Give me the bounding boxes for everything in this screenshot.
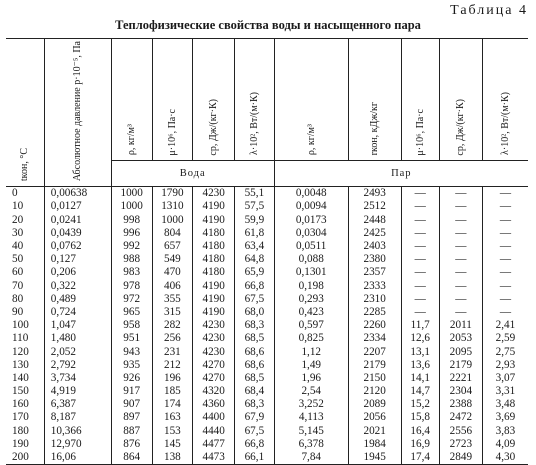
- cell-steam-density: 4,113: [274, 411, 348, 424]
- table-number: Таблица 4: [450, 3, 528, 18]
- cell-steam-density: 6,378: [274, 438, 348, 451]
- header-steam-viscosity: μ·10⁶, Па·с: [401, 39, 439, 161]
- header-pressure: Абсолютное давление p·10⁻⁵, Па: [44, 39, 111, 187]
- cell-temperature: 190: [6, 438, 44, 451]
- cell-water-conductivity: 67,5: [235, 425, 275, 438]
- cell-steam-viscosity: 15,8: [401, 411, 439, 424]
- cell-water-heat-capacity: 4190: [193, 306, 235, 319]
- cell-water-heat-capacity: 4180: [193, 240, 235, 253]
- cell-steam-heat-capacity: —: [439, 266, 482, 279]
- cell-steam-conductivity: 2,41: [495, 319, 516, 332]
- cell-water-viscosity: 282: [152, 319, 193, 332]
- cell-temperature: 0: [6, 187, 44, 201]
- cell-temperature: 130: [6, 359, 44, 372]
- cell-water-density: 876: [111, 438, 152, 451]
- cell-water-density: 935: [111, 359, 152, 372]
- table-body: [6, 187, 528, 465]
- cell-steam-viscosity: —: [401, 253, 439, 266]
- cell-water-conductivity: 67,9: [235, 411, 275, 424]
- cell-water-viscosity: 196: [152, 372, 193, 385]
- cell-water-conductivity: 61,8: [235, 227, 275, 240]
- cell-water-viscosity: 138: [152, 451, 193, 465]
- cell-steam-latent-heat: 2333: [348, 279, 401, 292]
- cell-steam-latent-heat: 2425: [348, 227, 401, 240]
- cell-water-conductivity: 68,6: [235, 359, 275, 372]
- cell-water-heat-capacity: 4190: [193, 214, 235, 227]
- header-temperature: tкон, °C: [6, 39, 44, 187]
- cell-steam-latent-heat: 1984: [348, 438, 401, 451]
- header-water-density: ρ, кг/м³: [111, 39, 152, 161]
- cell-steam-viscosity: 14,1: [401, 372, 439, 385]
- cell-water-viscosity: 549: [152, 253, 193, 266]
- cell-water-conductivity: 68,3: [235, 319, 275, 332]
- cell-steam-conductivity: 4,30: [482, 451, 528, 465]
- cell-pressure: 12,970: [44, 438, 111, 451]
- table-row: [6, 214, 528, 227]
- cell-water-viscosity: 153: [152, 425, 193, 438]
- cell-steam-density: 0,293: [274, 293, 348, 306]
- cell-pressure: 10,366: [44, 425, 111, 438]
- cell-steam-heat-capacity: 2388: [439, 398, 482, 411]
- cell-steam-viscosity: —: [401, 214, 439, 227]
- cell-water-density: 917: [111, 385, 152, 398]
- table-row: [6, 266, 528, 279]
- cell-steam-viscosity: 12,6: [401, 332, 439, 345]
- cell-steam-density: 0,0048: [274, 187, 348, 201]
- cell-water-viscosity: 174: [152, 398, 193, 411]
- cell-pressure: 0,127: [44, 253, 111, 266]
- cell-water-heat-capacity: 4440: [193, 425, 235, 438]
- cell-steam-density: 0,0094: [274, 200, 348, 213]
- header-steam-conductivity: λ·10², Вт/(м·К): [482, 39, 528, 161]
- cell-water-heat-capacity: 4230: [193, 332, 235, 345]
- cell-steam-density: 0,088: [274, 253, 348, 266]
- table-row: [6, 425, 528, 438]
- cell-steam-heat-capacity: —: [439, 240, 482, 253]
- cell-pressure: 8,187: [44, 411, 111, 424]
- cell-water-density: 996: [111, 227, 152, 240]
- cell-water-conductivity: 68,0: [235, 306, 275, 319]
- cell-water-conductivity: 55,1: [235, 187, 275, 201]
- cell-water-viscosity: 804: [152, 227, 193, 240]
- cell-steam-density: 0,198: [274, 279, 348, 292]
- cell-water-conductivity: 63,4: [235, 240, 275, 253]
- cell-steam-viscosity: —: [401, 240, 439, 253]
- cell-water-density: 926: [111, 372, 152, 385]
- cell-water-heat-capacity: 4230: [193, 319, 235, 332]
- cell-water-conductivity: 68,6: [235, 345, 275, 358]
- cell-pressure: 0,0127: [44, 200, 111, 213]
- cell-temperature: 30: [6, 227, 44, 240]
- cell-steam-density: 0,825: [274, 332, 348, 345]
- cell-temperature: 10: [6, 200, 44, 213]
- cell-water-conductivity: 65,9: [235, 266, 275, 279]
- cell-steam-conductivity: —: [499, 305, 512, 318]
- cell-steam-conductivity: —: [499, 187, 512, 200]
- cell-steam-latent-heat: 2448: [348, 214, 401, 227]
- cell-temperature: 110: [6, 332, 44, 345]
- cell-steam-viscosity: 13,1: [401, 345, 439, 358]
- cell-pressure: 0,0241: [44, 214, 111, 227]
- cell-water-viscosity: 1310: [152, 200, 193, 213]
- table-row: [6, 411, 528, 424]
- cell-steam-heat-capacity: 2221: [439, 372, 482, 385]
- header-water-viscosity: μ·10⁶, Па·с: [152, 39, 193, 161]
- cell-pressure: 0,0439: [44, 227, 111, 240]
- cell-water-conductivity: 68,5: [235, 372, 275, 385]
- cell-steam-latent-heat: 2089: [348, 398, 401, 411]
- cell-water-heat-capacity: 4180: [193, 266, 235, 279]
- cell-steam-heat-capacity: —: [439, 279, 482, 292]
- cell-steam-viscosity: 11,7: [401, 319, 439, 332]
- cell-steam-heat-capacity: 2095: [439, 345, 482, 358]
- cell-steam-latent-heat: 2357: [348, 266, 401, 279]
- table-row: [6, 306, 528, 319]
- cell-steam-conductivity: 2,93: [495, 358, 516, 371]
- cell-temperature: 120: [6, 345, 44, 358]
- cell-water-heat-capacity: 4360: [193, 398, 235, 411]
- cell-steam-latent-heat: 2334: [348, 332, 401, 345]
- cell-steam-latent-heat: 2493: [348, 187, 401, 201]
- cell-temperature: 140: [6, 372, 44, 385]
- cell-pressure: 2,792: [44, 359, 111, 372]
- cell-steam-heat-capacity: —: [439, 214, 482, 227]
- cell-water-heat-capacity: 4230: [193, 345, 235, 358]
- cell-water-viscosity: 315: [152, 306, 193, 319]
- cell-water-density: 1000: [111, 200, 152, 213]
- cell-steam-heat-capacity: 2849: [439, 451, 482, 465]
- cell-water-density: 983: [111, 266, 152, 279]
- cell-steam-heat-capacity: —: [439, 187, 482, 201]
- cell-steam-heat-capacity: 2472: [439, 411, 482, 424]
- group-water-label: Вода: [111, 161, 274, 187]
- cell-temperature: 70: [6, 279, 44, 292]
- cell-steam-heat-capacity: 2053: [439, 332, 482, 345]
- cell-water-density: 992: [111, 240, 152, 253]
- table-row: [6, 253, 528, 266]
- cell-temperature: 80: [6, 293, 44, 306]
- cell-steam-conductivity: —: [499, 266, 512, 279]
- cell-pressure: 4,919: [44, 385, 111, 398]
- cell-pressure: 0,0762: [44, 240, 111, 253]
- header-steam-latent-heat: rкон, кДж/кг: [348, 39, 401, 161]
- cell-water-heat-capacity: 4270: [193, 372, 235, 385]
- cell-steam-viscosity: —: [401, 279, 439, 292]
- cell-water-viscosity: 231: [152, 345, 193, 358]
- cell-water-heat-capacity: 4270: [193, 359, 235, 372]
- table-row: [6, 359, 528, 372]
- cell-pressure: 0,322: [44, 279, 111, 292]
- cell-water-viscosity: 256: [152, 332, 193, 345]
- cell-steam-density: 1,12: [274, 345, 348, 358]
- cell-water-heat-capacity: 4180: [193, 227, 235, 240]
- cell-steam-viscosity: —: [401, 266, 439, 279]
- cell-steam-density: 0,1301: [274, 266, 348, 279]
- table-row: [6, 240, 528, 253]
- cell-steam-viscosity: 17,4: [401, 451, 439, 465]
- cell-steam-heat-capacity: 2304: [439, 385, 482, 398]
- cell-pressure: 3,734: [44, 372, 111, 385]
- cell-pressure: 1,480: [44, 332, 111, 345]
- cell-pressure: 0,489: [44, 293, 111, 306]
- cell-water-viscosity: 1000: [152, 214, 193, 227]
- cell-steam-viscosity: 16,9: [401, 438, 439, 451]
- cell-steam-density: 1,96: [274, 372, 348, 385]
- cell-temperature: 160: [6, 398, 44, 411]
- cell-steam-conductivity: 3,83: [495, 424, 516, 437]
- cell-steam-conductivity: —: [499, 226, 512, 239]
- cell-temperature: 100: [6, 319, 44, 332]
- cell-steam-conductivity: 4,09: [495, 437, 516, 450]
- cell-temperature: 40: [6, 240, 44, 253]
- table-row: [6, 319, 528, 332]
- cell-water-density: 864: [111, 451, 152, 465]
- cell-water-viscosity: 470: [152, 266, 193, 279]
- cell-steam-latent-heat: 2179: [348, 359, 401, 372]
- cell-water-conductivity: 68,5: [235, 332, 275, 345]
- cell-steam-latent-heat: 2512: [348, 200, 401, 213]
- cell-steam-viscosity: 13,6: [401, 359, 439, 372]
- cell-steam-density: 2,54: [274, 385, 348, 398]
- table-row: [6, 187, 528, 201]
- cell-steam-conductivity: —: [499, 292, 512, 305]
- cell-steam-latent-heat: 2120: [348, 385, 401, 398]
- cell-steam-heat-capacity: —: [439, 227, 482, 240]
- cell-water-viscosity: 185: [152, 385, 193, 398]
- cell-steam-viscosity: —: [401, 200, 439, 213]
- table-row: [6, 385, 528, 398]
- cell-water-heat-capacity: 4477: [193, 438, 235, 451]
- cell-steam-latent-heat: 2380: [348, 253, 401, 266]
- cell-water-density: 965: [111, 306, 152, 319]
- cell-water-density: 897: [111, 411, 152, 424]
- cell-steam-heat-capacity: —: [439, 293, 482, 306]
- cell-water-heat-capacity: 4400: [193, 411, 235, 424]
- cell-steam-conductivity: 2,59: [495, 332, 516, 345]
- cell-water-heat-capacity: 4230: [193, 187, 235, 201]
- cell-water-conductivity: 66,8: [235, 279, 275, 292]
- table-row: [6, 332, 528, 345]
- cell-water-heat-capacity: 4320: [193, 385, 235, 398]
- cell-water-conductivity: 57,5: [235, 200, 275, 213]
- cell-steam-conductivity: —: [499, 253, 512, 266]
- cell-water-conductivity: 67,5: [235, 293, 275, 306]
- cell-steam-density: 7,84: [274, 451, 348, 465]
- cell-water-viscosity: 406: [152, 279, 193, 292]
- cell-steam-latent-heat: 2285: [348, 306, 401, 319]
- header-steam-density: ρ, кг/м³: [274, 39, 348, 161]
- cell-steam-viscosity: 14,7: [401, 385, 439, 398]
- cell-water-heat-capacity: 4190: [193, 200, 235, 213]
- cell-steam-conductivity: 3,48: [495, 398, 516, 411]
- cell-water-conductivity: 66,1: [235, 451, 275, 465]
- cell-steam-conductivity: 3,07: [495, 371, 516, 384]
- cell-steam-heat-capacity: —: [439, 306, 482, 319]
- cell-steam-viscosity: 16,4: [401, 425, 439, 438]
- cell-water-conductivity: 68,3: [235, 398, 275, 411]
- cell-water-density: 951: [111, 332, 152, 345]
- cell-steam-heat-capacity: —: [439, 200, 482, 213]
- group-steam-label: Пар: [274, 161, 528, 187]
- cell-temperature: 170: [6, 411, 44, 424]
- cell-temperature: 60: [6, 266, 44, 279]
- cell-water-heat-capacity: 4473: [193, 451, 235, 465]
- cell-steam-conductivity: 3,69: [495, 411, 516, 424]
- cell-steam-conductivity: —: [499, 200, 512, 213]
- cell-water-density: 998: [111, 214, 152, 227]
- cell-temperature: 180: [6, 425, 44, 438]
- table-row: [6, 438, 528, 451]
- cell-water-viscosity: 657: [152, 240, 193, 253]
- cell-water-viscosity: 212: [152, 359, 193, 372]
- cell-water-density: 972: [111, 293, 152, 306]
- cell-water-viscosity: 145: [152, 438, 193, 451]
- cell-steam-heat-capacity: 2011: [439, 319, 482, 332]
- cell-temperature: 90: [6, 306, 44, 319]
- cell-steam-density: 5,145: [274, 425, 348, 438]
- cell-steam-latent-heat: 2150: [348, 372, 401, 385]
- cell-steam-density: 3,252: [274, 398, 348, 411]
- cell-steam-density: 0,0304: [274, 227, 348, 240]
- cell-pressure: 16,06: [44, 451, 111, 465]
- header-steam-heat-capacity: cp, Дж/(кг·К): [439, 39, 482, 161]
- cell-steam-density: 0,423: [274, 306, 348, 319]
- cell-steam-viscosity: —: [401, 187, 439, 201]
- cell-steam-density: 1,49: [274, 359, 348, 372]
- table-row: [6, 200, 528, 213]
- header-water-heat-capacity: cp, Дж/(кг·К): [193, 39, 235, 161]
- cell-steam-conductivity: —: [499, 240, 512, 253]
- cell-steam-latent-heat: 2056: [348, 411, 401, 424]
- cell-steam-conductivity: 3,31: [495, 385, 516, 398]
- cell-water-viscosity: 355: [152, 293, 193, 306]
- cell-steam-latent-heat: 2260: [348, 319, 401, 332]
- cell-water-density: 887: [111, 425, 152, 438]
- cell-water-heat-capacity: 4180: [193, 253, 235, 266]
- cell-water-conductivity: 66,8: [235, 438, 275, 451]
- cell-steam-heat-capacity: —: [439, 253, 482, 266]
- cell-steam-viscosity: —: [401, 227, 439, 240]
- cell-water-heat-capacity: 4190: [193, 293, 235, 306]
- cell-steam-viscosity: —: [401, 306, 439, 319]
- cell-steam-density: 0,597: [274, 319, 348, 332]
- cell-water-density: 988: [111, 253, 152, 266]
- cell-water-density: 943: [111, 345, 152, 358]
- cell-steam-conductivity: —: [499, 213, 512, 226]
- cell-water-conductivity: 64,8: [235, 253, 275, 266]
- cell-water-density: 958: [111, 319, 152, 332]
- cell-steam-heat-capacity: 2723: [439, 438, 482, 451]
- table-title: Теплофизические свойства воды и насыщенного пара: [115, 18, 421, 32]
- cell-steam-latent-heat: 1945: [348, 451, 401, 465]
- table-row: [6, 227, 528, 240]
- cell-pressure: 0,206: [44, 266, 111, 279]
- cell-pressure: 6,387: [44, 398, 111, 411]
- cell-water-density: 1000: [111, 187, 152, 201]
- cell-pressure: 1,047: [44, 319, 111, 332]
- cell-steam-heat-capacity: 2179: [439, 359, 482, 372]
- cell-water-density: 978: [111, 279, 152, 292]
- table-row: [6, 279, 528, 292]
- table-row: [6, 398, 528, 411]
- cell-steam-heat-capacity: 2556: [439, 425, 482, 438]
- cell-steam-conductivity: —: [499, 279, 512, 292]
- cell-water-viscosity: 163: [152, 411, 193, 424]
- table-row: [6, 293, 528, 306]
- properties-table: [6, 38, 528, 465]
- cell-water-viscosity: 1790: [152, 187, 193, 201]
- cell-steam-latent-heat: 2021: [348, 425, 401, 438]
- cell-steam-latent-heat: 2207: [348, 345, 401, 358]
- cell-water-conductivity: 59,9: [235, 214, 275, 227]
- cell-steam-viscosity: 15,2: [401, 398, 439, 411]
- cell-water-conductivity: 68,4: [235, 385, 275, 398]
- cell-steam-latent-heat: 2310: [348, 293, 401, 306]
- cell-water-heat-capacity: 4190: [193, 279, 235, 292]
- cell-steam-conductivity: 2,75: [495, 345, 516, 358]
- cell-pressure: 0,724: [44, 306, 111, 319]
- table-row: [6, 372, 528, 385]
- cell-temperature: 150: [6, 385, 44, 398]
- cell-temperature: 20: [6, 214, 44, 227]
- cell-water-density: 907: [111, 398, 152, 411]
- header-water-conductivity: λ·10², Вт/(м·К): [235, 39, 275, 161]
- table-row: [6, 345, 528, 358]
- cell-steam-density: 0,0511: [274, 240, 348, 253]
- cell-pressure: 2,052: [44, 345, 111, 358]
- table-row: [6, 451, 528, 465]
- cell-steam-viscosity: —: [401, 293, 439, 306]
- cell-steam-latent-heat: 2403: [348, 240, 401, 253]
- cell-temperature: 50: [6, 253, 44, 266]
- cell-pressure: 0,00638: [44, 187, 111, 201]
- cell-steam-density: 0,0173: [274, 214, 348, 227]
- cell-temperature: 200: [6, 451, 44, 465]
